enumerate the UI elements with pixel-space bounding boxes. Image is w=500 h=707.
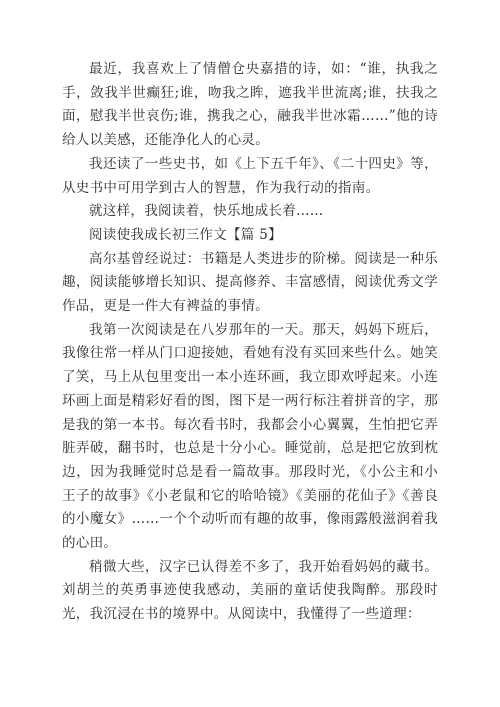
paragraph-mothers-books: 稍微大些，汉字已认得差不多了，我开始看妈妈的藏书。刘胡兰的英勇事迹使我感动，美丽的童话使我陶醉。那段时光，我沉浸在书的境界中。从阅读中，我懂得了一些道理：	[62, 558, 438, 623]
document-body	[62, 58, 438, 627]
section-heading: 阅读使我成长初三作文【篇 5】	[89, 226, 282, 243]
paragraph-history-books: 我还读了一些史书，如《上下五千年》、《二十四史》等，从史书中可用学到古人的智慧，作为我行动的指南。	[62, 155, 438, 196]
paragraph-poetry: 最近，我喜欢上了情僧仓央嘉措的诗，如：“谁，执我之手，敛我半世癫狂;谁，吻我之眸，遮我半世流离;谁，扶我之面，慰我半世哀伤;谁，携我之心，融我半世冰霜……”他的诗给人以美感，还能净化人的心灵。	[62, 61, 438, 149]
paragraph-gorky-quote: 高尔基曾经说过：书籍是人类进步的阶梯。阅读是一种乐趣，阅读能够增长知识、提高修养、丰富感情，阅读优秀文学作品，更是一件大有裨益的事情。	[62, 250, 438, 315]
paragraph-growing: 就这样，我阅读着，快乐地成长着……	[89, 203, 324, 220]
paragraph-first-reading: 我第一次阅读是在八岁那年的一天。那天，妈妈下班后，我像往常一样从门口迎接她，看她有没有买回来些什么。她笑了笑，马上从包里变出一本小连环画，我立即欢呼起来。小连环画上面是精彩好看的图，图下是一两行标注着拼音的字，那是我的第一本书。每次看书时，我都会小心翼翼，生怕把它弄脏弄破，翻书时，也总是十分小心。睡觉前，总是把它放到枕边，因为我睡觉时总是看一篇故事。那段时光，《小公主和小王子的故事》《小老鼠和它的哈哈镜》《美丽的花仙子》《善良的小魔女》……一个个动听而有趣的故事，像雨露般滋润着我的心田。	[62, 321, 438, 552]
